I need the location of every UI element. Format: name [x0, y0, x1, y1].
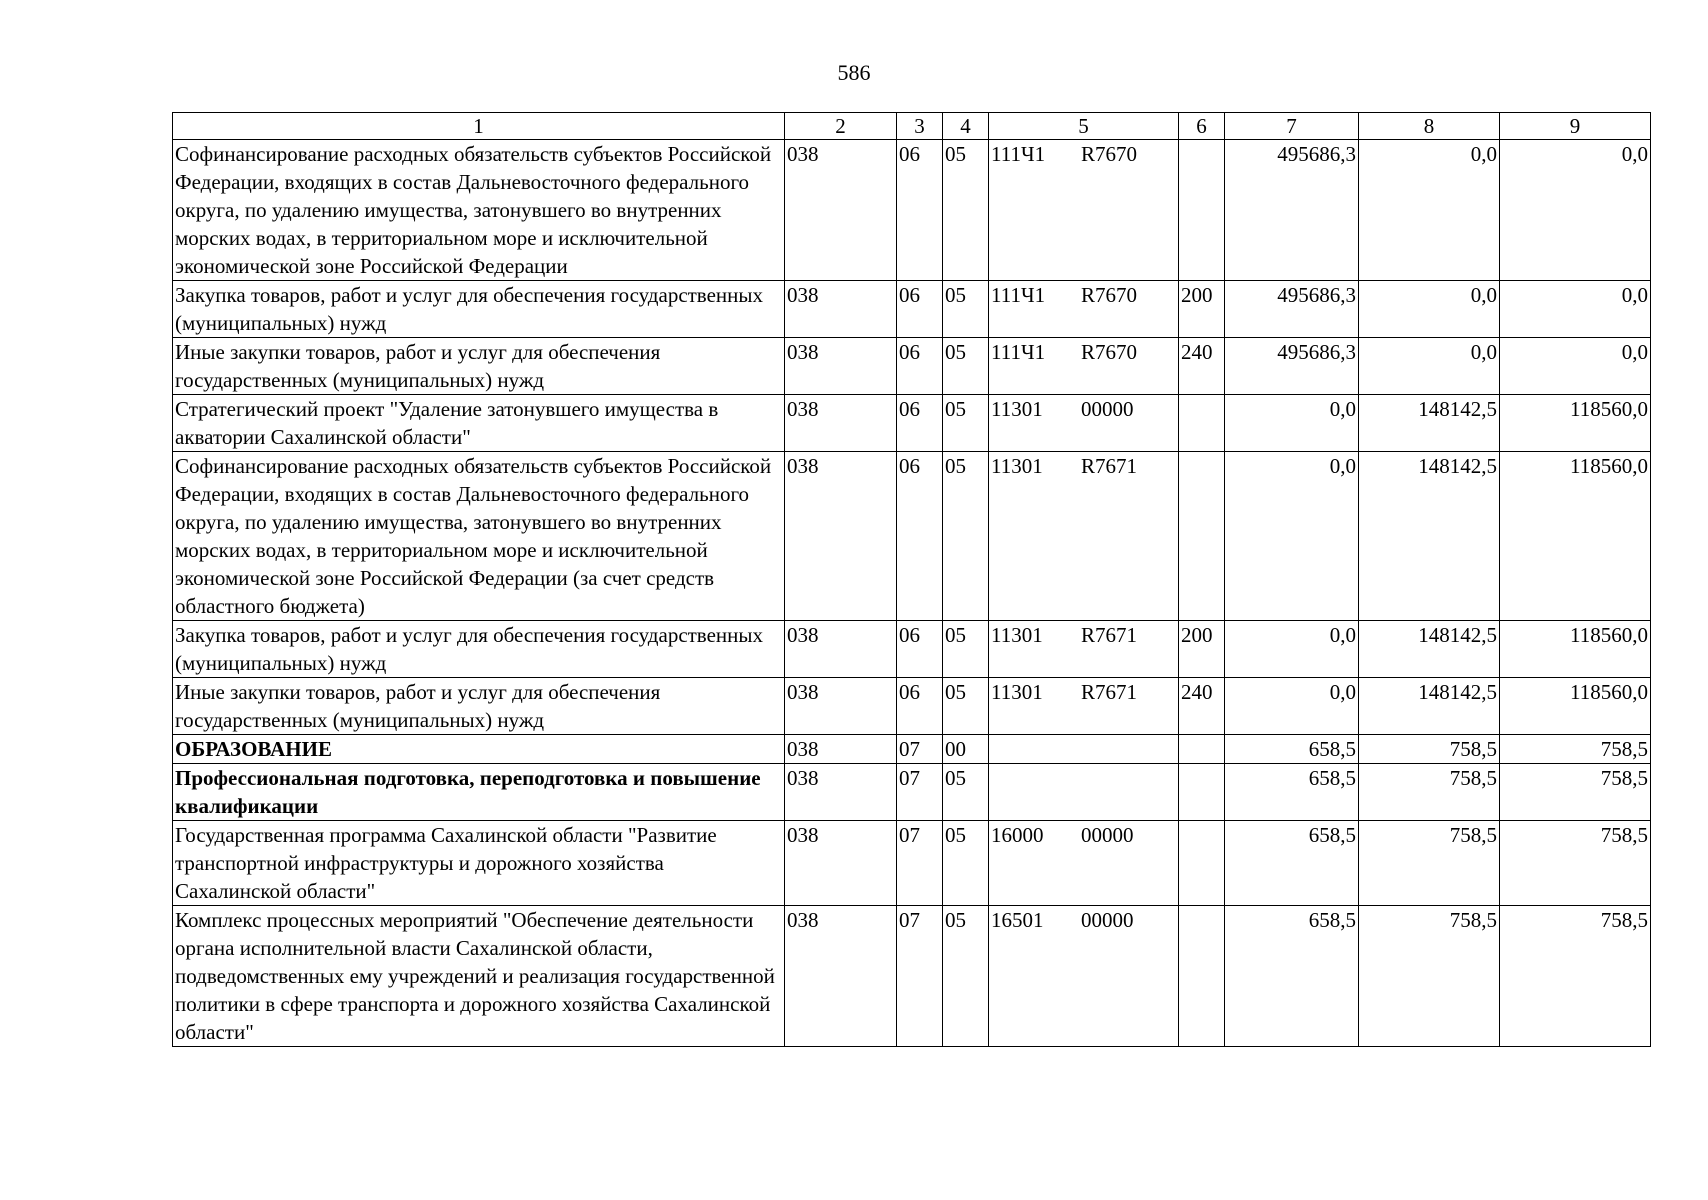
target-article-cell — [989, 395, 1179, 452]
table-row — [173, 281, 1651, 338]
table-body — [173, 140, 1651, 1047]
table-row — [173, 906, 1651, 1047]
target-article-cell — [989, 735, 1179, 764]
target-article-program: 111Ч1 — [991, 340, 1046, 364]
col-header: 6 — [1179, 113, 1225, 140]
amount-year3-cell: 118560,0 — [1500, 621, 1651, 678]
target-article-direction: 00000 — [1081, 397, 1134, 421]
target-article-direction: R7671 — [1081, 680, 1138, 704]
expense-type-cell: 240 — [1179, 678, 1225, 735]
admin-code-cell: 038 — [785, 338, 897, 395]
target-article-cell — [989, 821, 1179, 906]
section-code-cell: 06 — [897, 621, 943, 678]
table-row — [173, 821, 1651, 906]
target-article-direction: R7670 — [1081, 142, 1138, 166]
amount-year1-cell: 495686,3 — [1225, 281, 1359, 338]
section-code-cell: 07 — [897, 735, 943, 764]
subsection-code-cell: 05 — [943, 452, 989, 621]
section-code-cell: 06 — [897, 452, 943, 621]
table-row — [173, 735, 1651, 764]
expense-type-cell — [1179, 735, 1225, 764]
table-row — [173, 621, 1651, 678]
row-description: Иные закупки товаров, работ и услуг для обеспечения государственных (муниципальных) нужд — [173, 338, 785, 395]
target-article-direction: 00000 — [1081, 823, 1134, 847]
amount-year3-cell: 0,0 — [1500, 281, 1651, 338]
row-description: ОБРАЗОВАНИЕ — [173, 735, 785, 764]
section-code-cell: 06 — [897, 395, 943, 452]
target-article-program: 11301 — [991, 454, 1043, 478]
table-row — [173, 140, 1651, 281]
expense-type-cell — [1179, 140, 1225, 281]
target-article-cell — [989, 452, 1179, 621]
amount-year2-cell: 0,0 — [1359, 140, 1500, 281]
row-description: Софинансирование расходных обязательств субъектов Российской Федерации, входящих в состав Дальневосточного федерального округа, по удалению имущества, затонувшего во внутренних морских водах, в территориальном море и исключительной экономической зоне Российской Федерации — [173, 140, 785, 281]
row-description: Закупка товаров, работ и услуг для обеспечения государственных (муниципальных) нужд — [173, 621, 785, 678]
amount-year1-cell: 495686,3 — [1225, 338, 1359, 395]
target-article-cell — [989, 764, 1179, 821]
amount-year1-cell: 0,0 — [1225, 678, 1359, 735]
expense-type-cell — [1179, 395, 1225, 452]
header-row — [173, 113, 1651, 140]
amount-year3-cell: 758,5 — [1500, 906, 1651, 1047]
subsection-code-cell: 05 — [943, 140, 989, 281]
amount-year2-cell: 758,5 — [1359, 906, 1500, 1047]
col-header: 5 — [989, 113, 1179, 140]
subsection-code-cell: 05 — [943, 906, 989, 1047]
table-row — [173, 338, 1651, 395]
target-article-cell — [989, 678, 1179, 735]
col-header: 9 — [1500, 113, 1651, 140]
amount-year2-cell: 0,0 — [1359, 338, 1500, 395]
amount-year1-cell: 0,0 — [1225, 621, 1359, 678]
budget-table — [172, 112, 1651, 1047]
amount-year3-cell: 758,5 — [1500, 764, 1651, 821]
row-description: Закупка товаров, работ и услуг для обеспечения государственных (муниципальных) нужд — [173, 281, 785, 338]
target-article-program: 11301 — [991, 680, 1043, 704]
target-article-program: 111Ч1 — [991, 283, 1046, 307]
amount-year3-cell: 118560,0 — [1500, 395, 1651, 452]
target-article-cell — [989, 338, 1179, 395]
admin-code-cell: 038 — [785, 821, 897, 906]
target-article-cell — [989, 281, 1179, 338]
row-description: Стратегический проект "Удаление затонувшего имущества в акватории Сахалинской области" — [173, 395, 785, 452]
expense-type-cell — [1179, 452, 1225, 621]
col-header: 1 — [173, 113, 785, 140]
amount-year2-cell: 148142,5 — [1359, 395, 1500, 452]
col-header: 8 — [1359, 113, 1500, 140]
subsection-code-cell: 05 — [943, 821, 989, 906]
amount-year1-cell: 658,5 — [1225, 906, 1359, 1047]
amount-year3-cell: 118560,0 — [1500, 678, 1651, 735]
subsection-code-cell: 05 — [943, 395, 989, 452]
admin-code-cell: 038 — [785, 452, 897, 621]
admin-code-cell: 038 — [785, 395, 897, 452]
subsection-code-cell: 05 — [943, 678, 989, 735]
amount-year1-cell: 658,5 — [1225, 821, 1359, 906]
amount-year2-cell: 758,5 — [1359, 821, 1500, 906]
amount-year3-cell: 0,0 — [1500, 140, 1651, 281]
target-article-direction: R7670 — [1081, 283, 1138, 307]
admin-code-cell: 038 — [785, 764, 897, 821]
section-code-cell: 07 — [897, 764, 943, 821]
expense-type-cell: 240 — [1179, 338, 1225, 395]
target-article-program: 11301 — [991, 397, 1043, 421]
admin-code-cell: 038 — [785, 906, 897, 1047]
page-number: 586 — [837, 60, 871, 85]
amount-year2-cell: 758,5 — [1359, 764, 1500, 821]
section-code-cell: 06 — [897, 678, 943, 735]
section-code-cell: 06 — [897, 140, 943, 281]
row-description: Государственная программа Сахалинской области "Развитие транспортной инфраструктуры и дорожного хозяйства Сахалинской области" — [173, 821, 785, 906]
subsection-code-cell: 05 — [943, 764, 989, 821]
col-header: 3 — [897, 113, 943, 140]
amount-year1-cell: 0,0 — [1225, 452, 1359, 621]
admin-code-cell: 038 — [785, 735, 897, 764]
amount-year2-cell: 0,0 — [1359, 281, 1500, 338]
table-row — [173, 678, 1651, 735]
target-article-program: 16000 — [991, 823, 1044, 847]
table-row — [173, 452, 1651, 621]
row-description: Иные закупки товаров, работ и услуг для обеспечения государственных (муниципальных) нужд — [173, 678, 785, 735]
subsection-code-cell: 05 — [943, 621, 989, 678]
table-row — [173, 764, 1651, 821]
amount-year3-cell: 118560,0 — [1500, 452, 1651, 621]
target-article-direction: 00000 — [1081, 908, 1134, 932]
amount-year3-cell: 758,5 — [1500, 735, 1651, 764]
target-article-direction: R7671 — [1081, 623, 1138, 647]
target-article-cell — [989, 906, 1179, 1047]
amount-year3-cell: 758,5 — [1500, 821, 1651, 906]
subsection-code-cell: 05 — [943, 281, 989, 338]
amount-year1-cell: 0,0 — [1225, 395, 1359, 452]
amount-year1-cell: 658,5 — [1225, 764, 1359, 821]
target-article-cell — [989, 140, 1179, 281]
target-article-direction: R7670 — [1081, 340, 1138, 364]
section-code-cell: 06 — [897, 338, 943, 395]
col-header: 4 — [943, 113, 989, 140]
admin-code-cell: 038 — [785, 140, 897, 281]
amount-year3-cell: 0,0 — [1500, 338, 1651, 395]
expense-type-cell: 200 — [1179, 281, 1225, 338]
admin-code-cell: 038 — [785, 621, 897, 678]
expense-type-cell — [1179, 906, 1225, 1047]
target-article-program: 111Ч1 — [991, 142, 1046, 166]
target-article-program: 11301 — [991, 623, 1043, 647]
col-header: 2 — [785, 113, 897, 140]
subsection-code-cell: 00 — [943, 735, 989, 764]
table-row — [173, 395, 1651, 452]
admin-code-cell: 038 — [785, 281, 897, 338]
admin-code-cell: 038 — [785, 678, 897, 735]
target-article-direction: R7671 — [1081, 454, 1138, 478]
section-code-cell: 07 — [897, 906, 943, 1047]
amount-year1-cell: 658,5 — [1225, 735, 1359, 764]
section-code-cell: 07 — [897, 821, 943, 906]
amount-year2-cell: 148142,5 — [1359, 452, 1500, 621]
section-code-cell: 06 — [897, 281, 943, 338]
amount-year2-cell: 148142,5 — [1359, 678, 1500, 735]
row-description: Софинансирование расходных обязательств субъектов Российской Федерации, входящих в состав Дальневосточного федерального округа, по удалению имущества, затонувшего во внутренних морских водах, в территориальном море и исключительной экономической зоне Российской Федерации (за счет средств областного бюджета) — [173, 452, 785, 621]
expense-type-cell — [1179, 764, 1225, 821]
target-article-program: 16501 — [991, 908, 1044, 932]
col-header: 7 — [1225, 113, 1359, 140]
expense-type-cell: 200 — [1179, 621, 1225, 678]
amount-year1-cell: 495686,3 — [1225, 140, 1359, 281]
subsection-code-cell: 05 — [943, 338, 989, 395]
expense-type-cell — [1179, 821, 1225, 906]
amount-year2-cell: 148142,5 — [1359, 621, 1500, 678]
target-article-cell — [989, 621, 1179, 678]
row-description: Профессиональная подготовка, переподготовка и повышение квалификации — [173, 764, 785, 821]
row-description: Комплекс процессных мероприятий "Обеспечение деятельности органа исполнительной власти Сахалинской области, подведомственных ему учреждений и реализация государственной политики в сфере транспорта и дорожного хозяйства Сахалинской области" — [173, 906, 785, 1047]
amount-year2-cell: 758,5 — [1359, 735, 1500, 764]
